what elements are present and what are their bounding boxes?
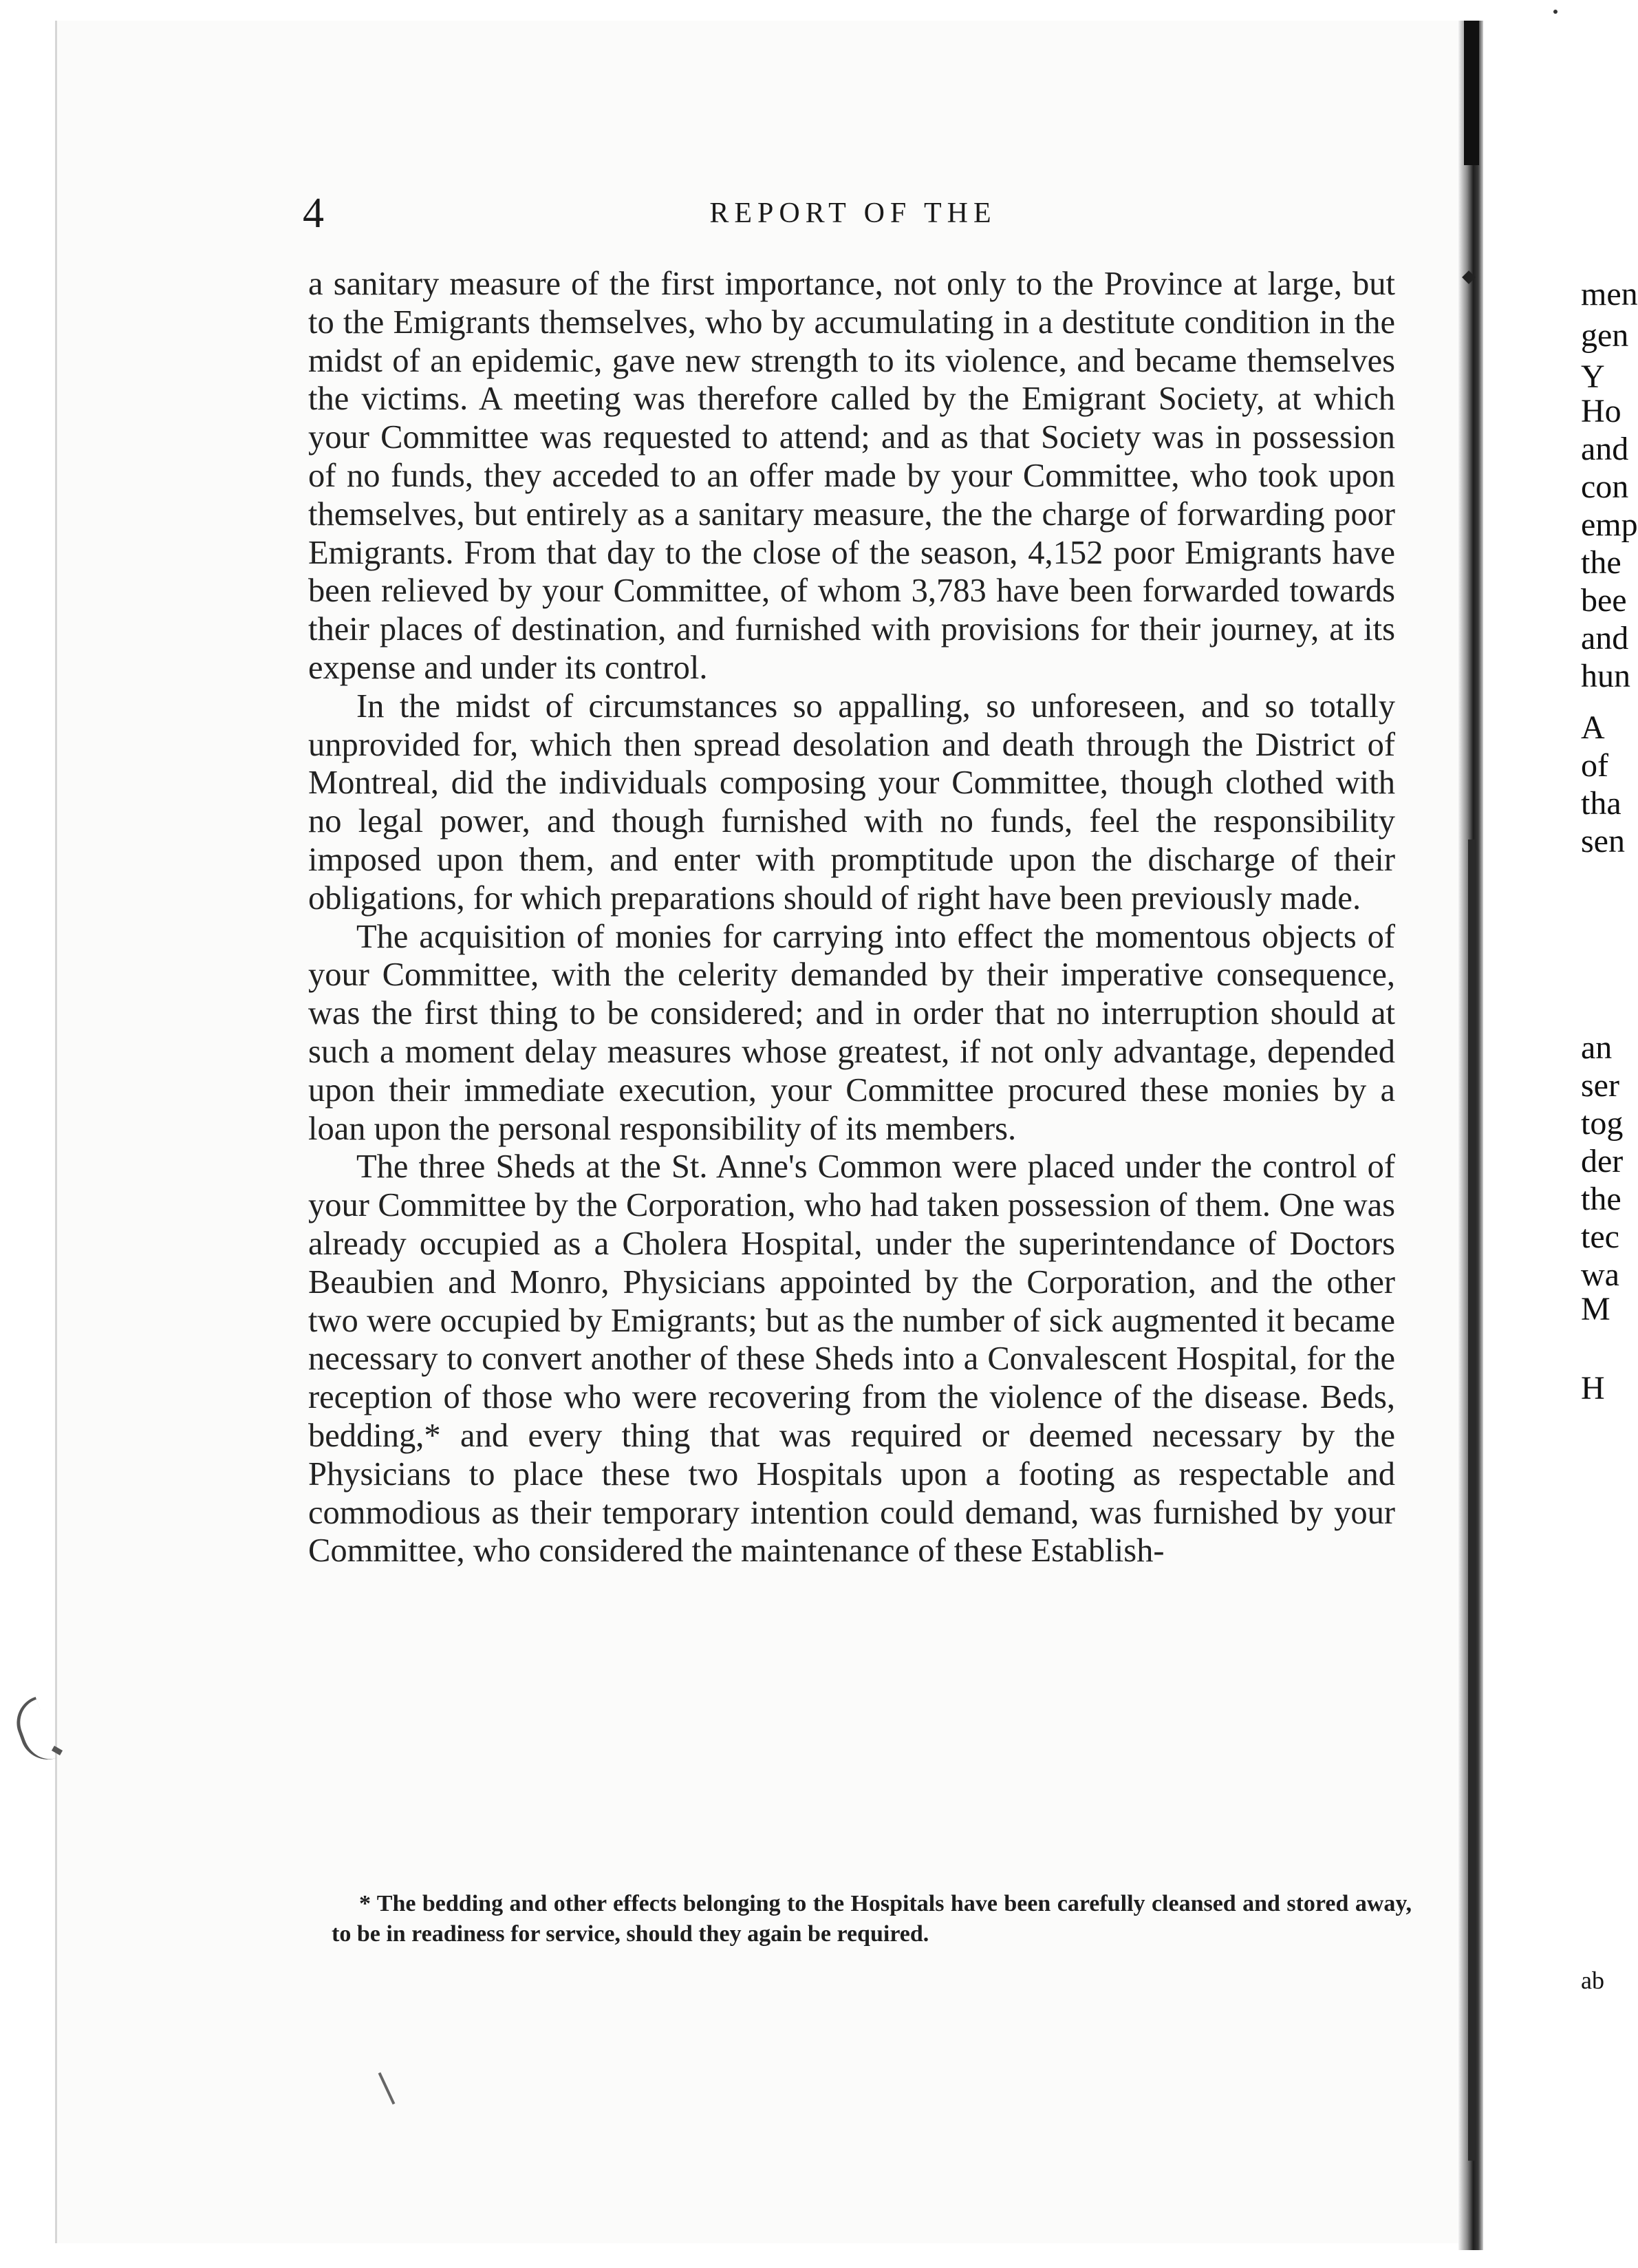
footnote: * The bedding and other effects belonging to the Hospitals have been carefully cleansed and stored away, to be in readiness for service, should they again be required.: [332, 1891, 1412, 1947]
facing-page-fragment: tha: [1581, 785, 1621, 822]
paragraph: In the midst of circumstances so appalling, so unforeseen, and so totally unprovided for, which then spread desolation and death through the District of Montreal, did the individuals composing your Committee, though clothed with no legal power, and though furnished with no funds, feel the responsibility imposed upon them, and enter with promptitude upon the discharge of their obligations, for which preparations should of right have been previously made.: [308, 687, 1395, 917]
facing-page-fragment: Y: [1581, 359, 1605, 395]
running-head: REPORT OF THE: [709, 197, 997, 229]
facing-page-fragment: and: [1581, 620, 1629, 656]
paragraph: The three Sheds at the St. Anne's Common were placed under the control of your Committee by the Corporation, who had taken possession of them. One was already occupied as a Cholera Hospital, under the superintendance of Doctors Beaubien and Monro, Physicians appointed by the Corporation, and the other two were occupied by Emigrants; but as the number of sick augmented it became necessary to convert another of these Sheds into a Convalescent Hospital, for the reception of those who were recovering from the violence of the disease. Beds, bedding,* and every thing that was required or deemed necessary by the Physicians to place these two Hospitals upon a footing as respectable and commodious as their temporary intention could demand, was furnished by your Committee, who considered the maintenance of these Establish-: [308, 1148, 1395, 1570]
facing-page-fragment: tec: [1581, 1219, 1619, 1255]
facing-page-fragment: ser: [1581, 1067, 1619, 1104]
facing-page-fragment: H: [1581, 1370, 1605, 1406]
gutter-shadow-top: [1464, 21, 1479, 165]
facing-page-fragment: bee: [1581, 582, 1627, 619]
facing-page-fragment: men: [1581, 276, 1638, 312]
facing-page-fragment: der: [1581, 1143, 1624, 1179]
page-number: 4: [303, 190, 324, 237]
page-header: [303, 182, 1403, 244]
facing-page-fragment: and: [1581, 431, 1629, 467]
gutter-shadow-middle: [1468, 839, 1476, 2161]
facing-page-fragment: tog: [1581, 1105, 1624, 1142]
facing-page-fragment: Ho: [1581, 393, 1621, 429]
facing-page-fragment: the: [1581, 544, 1621, 581]
facing-page-fragment: M: [1581, 1291, 1610, 1327]
facing-page-fragment: of: [1581, 747, 1608, 784]
facing-page-fragment: an: [1581, 1029, 1613, 1066]
margin-bracket-mark: [9, 1697, 58, 1767]
facing-page-fragment: A: [1581, 709, 1605, 746]
facing-page-fragment: sen: [1581, 823, 1625, 859]
facing-page-fragment: wa: [1581, 1256, 1619, 1293]
facing-page-fragment: hun: [1581, 658, 1630, 694]
facing-page-fragment: the: [1581, 1181, 1621, 1217]
facing-page-edge: [1581, 0, 1638, 2268]
body-text: [308, 265, 1395, 1570]
facing-page-fragment: con: [1581, 469, 1629, 505]
facing-page-fragment: ab: [1581, 1967, 1604, 1994]
facing-page-fragment: gen: [1581, 317, 1629, 354]
paragraph: a sanitary measure of the first importance, not only to the Province at large, but to the Emigrants themselves, who by accumulating in a destitute condition in the midst of an epidemic, gave new strength to its violence, and became themselves the victims. A meeting was therefore called by the Emigrant Society, at which your Committee was requested to attend; and as that Society was in possession of no funds, they acceded to an offer made by your Committee, who took upon themselves, but entirely as a sanitary measure, the the charge of forwarding poor Emigrants. From that day to the close of the season, 4,152 poor Emigrants have been relieved by your Committee, of whom 3,783 have been forwarded towards their places of destination, and furnished with provisions for their journey, at its expense and under its control.: [308, 266, 1395, 686]
facing-page-fragment: emp: [1581, 506, 1638, 543]
scan-speck: [1553, 10, 1558, 14]
paragraph: The acquisition of monies for carrying into effect the momentous objects of your Committee, with the celerity demanded by their imperative consequence, was the first thing to be considered; and in order that no interruption should at such a moment delay measures whose greatest, if not only advantage, depended upon their immediate execution, your Committee procured these monies by a loan upon the personal responsibility of its members.: [308, 918, 1395, 1147]
